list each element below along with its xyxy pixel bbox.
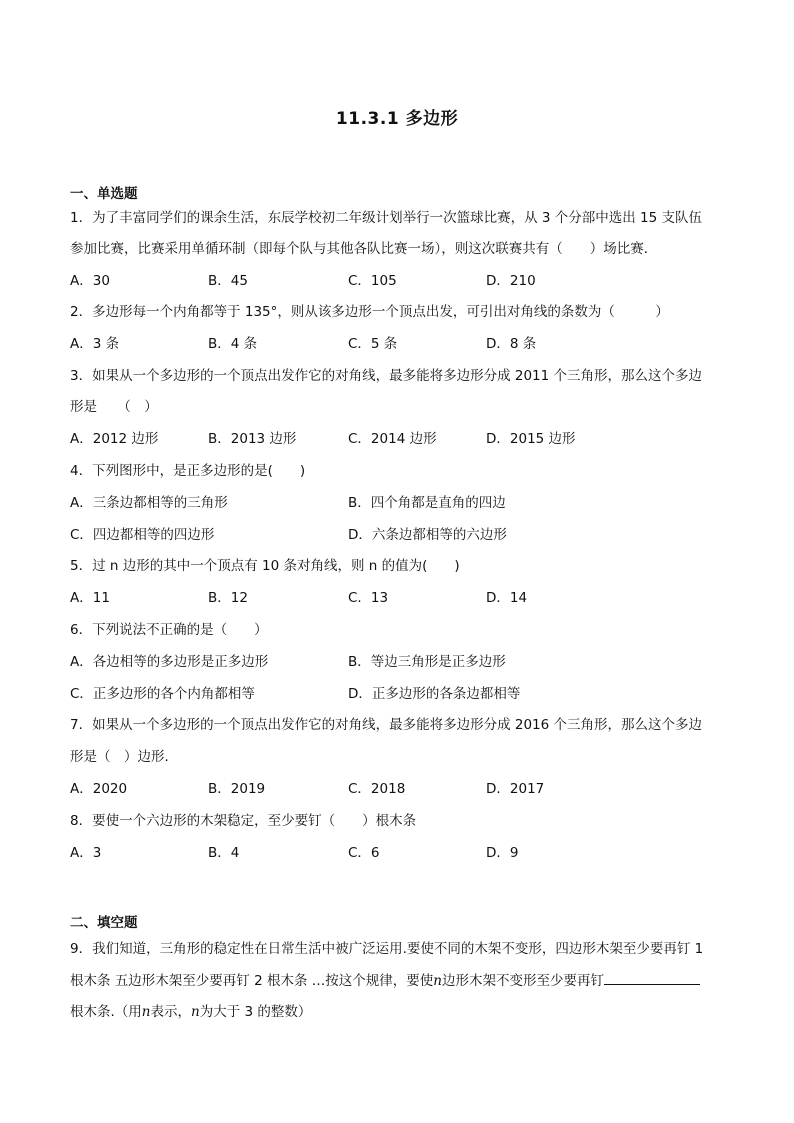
option-c[interactable]: C．四边都相等的四边形: [70, 527, 215, 543]
variable-n: n: [433, 973, 442, 989]
question-9-text-part: 为大于 3 的整数）: [199, 1004, 312, 1020]
option-c[interactable]: C．105: [348, 273, 397, 289]
question-3-text-line-1: 3．如果从一个多边形的一个顶点出发作它的对角线，最多能将多边形分成 2011 个三角形，那么这个多边: [70, 368, 703, 384]
question-4-options-row-1: [70, 494, 730, 512]
option-b[interactable]: B．四个角都是直角的四边: [348, 495, 506, 511]
option-c[interactable]: C．5 条: [348, 336, 398, 352]
option-a[interactable]: A．11: [70, 590, 110, 606]
option-d[interactable]: D．六条边都相等的六边形: [348, 527, 507, 543]
option-b[interactable]: B．45: [208, 273, 248, 289]
question-2-text-line-1: 2．多边形每一个内角都等于 135°，则从该多边形一个顶点出发，可引出对角线的条数为（ ）: [70, 304, 669, 320]
option-b[interactable]: B．4: [208, 845, 240, 861]
question-2-options: [70, 335, 730, 353]
option-c[interactable]: C．2018: [348, 781, 406, 797]
question-6-options-row-1: [70, 653, 730, 671]
option-d[interactable]: D．2017: [486, 781, 545, 797]
answer-blank[interactable]: [604, 972, 700, 985]
question-9-text-part: 表示，: [150, 1004, 191, 1020]
question-3-options: [70, 430, 730, 448]
option-b[interactable]: B．2019: [208, 781, 266, 797]
option-a[interactable]: A．2012 边形: [70, 431, 159, 447]
question-5-text-line-1: 5．过 n 边形的其中一个顶点有 10 条对角线，则 n 的值为( ): [70, 558, 460, 574]
option-c[interactable]: C．正多边形的各个内角都相等: [70, 686, 255, 702]
question-6-options-row-2: [70, 685, 730, 703]
option-a[interactable]: A．三条边都相等的三角形: [70, 495, 228, 511]
question-3-text-line-2: 形是 （ ）: [70, 399, 158, 415]
question-9-text-part: 根木条.（用: [70, 1004, 142, 1020]
option-b[interactable]: B．12: [208, 590, 248, 606]
option-a[interactable]: A．2020: [70, 781, 128, 797]
question-8-options: [70, 844, 730, 862]
question-9-text-line-2: [70, 972, 730, 990]
question-9-text-line-3: [70, 1003, 730, 1021]
option-d[interactable]: D．14: [486, 590, 528, 606]
section-heading-fill-in: 二、填空题: [70, 915, 138, 931]
option-d[interactable]: D．正多边形的各条边都相等: [348, 686, 521, 702]
option-b[interactable]: B．4 条: [208, 336, 258, 352]
question-9-text-line-1: 9．我们知道，三角形的稳定性在日常生活中被广泛运用.要使不同的木架不变形，四边形木架至少要再钉 1: [70, 941, 704, 957]
option-a[interactable]: A．各边相等的多边形是正多边形: [70, 654, 269, 670]
option-d[interactable]: D．9: [486, 845, 519, 861]
variable-n: n: [141, 1004, 151, 1020]
option-a[interactable]: A．3 条: [70, 336, 120, 352]
question-4-options-row-2: [70, 526, 730, 544]
question-7-text-line-2: 形是（ ）边形．: [70, 749, 178, 765]
option-d[interactable]: D．2015 边形: [486, 431, 576, 447]
option-c[interactable]: C．13: [348, 590, 389, 606]
option-a[interactable]: A．30: [70, 273, 110, 289]
question-1-text-line-2: 参加比赛，比赛采用单循环制（即每个队与其他各队比赛一场），则这次联赛共有（ ）场比赛．: [70, 241, 658, 257]
question-7-text-line-1: 7．如果从一个多边形的一个顶点出发作它的对角线，最多能将多边形分成 2016 个三角形，那么这个多边: [70, 717, 703, 733]
question-7-options: [70, 780, 730, 798]
page-title: 11.3.1 多边形: [335, 109, 459, 129]
option-d[interactable]: D．210: [486, 273, 536, 289]
question-1-options: [70, 272, 730, 290]
question-1-text-line-1: 1．为了丰富同学们的课余生活，东辰学校初二年级计划举行一次篮球比赛，从 3 个分部中选出 15 支队伍: [70, 210, 703, 226]
option-b[interactable]: B．2013 边形: [208, 431, 297, 447]
variable-n: n: [191, 1004, 200, 1020]
option-c[interactable]: C．2014 边形: [348, 431, 437, 447]
section-heading-single-choice: 一、单选题: [70, 186, 138, 202]
question-4-text-line-1: 4．下列图形中，是正多边形的是( ): [70, 463, 306, 479]
question-6-text-line-1: 6．下列说法不正确的是（ ）: [70, 622, 268, 638]
option-b[interactable]: B．等边三角形是正多边形: [348, 654, 506, 670]
question-5-options: [70, 589, 730, 607]
question-9-text-part: 边形木架不变形至少要再钉: [441, 973, 604, 989]
question-9-text-part: 根木条 五边形木架至少要再钉 2 根木条 …按这个规律，要使: [70, 973, 434, 989]
option-a[interactable]: A．3: [70, 845, 102, 861]
option-c[interactable]: C．6: [348, 845, 380, 861]
option-d[interactable]: D．8 条: [486, 336, 537, 352]
question-8-text-line-1: 8．要使一个六边形的木架稳定，至少要钉（ ）根木条: [70, 813, 417, 829]
